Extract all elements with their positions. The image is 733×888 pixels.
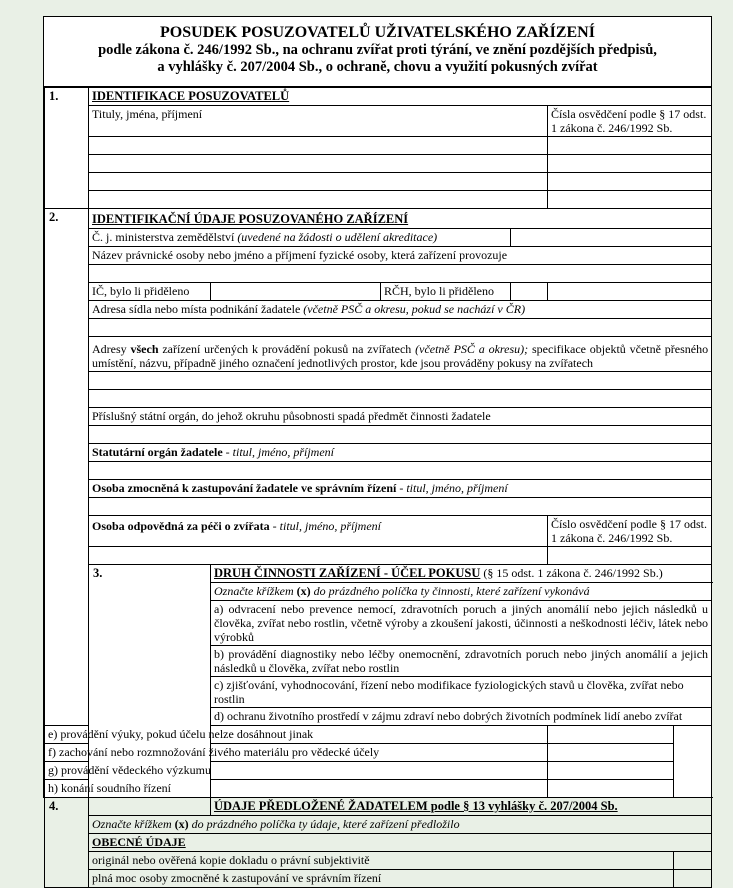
document-item-2: plná moc osoby zmocněné k zastupování ve správním řízení (89, 870, 674, 888)
activity-item-g: g) provádění vědeckého výzkumu (45, 762, 548, 780)
assessor-cert-field[interactable] (548, 137, 712, 155)
cj-field[interactable] (511, 229, 712, 247)
section-1-number: 1. (45, 88, 89, 209)
activity-item-d: d) ochranu životního prostředí v zájmu zdraví nebo dobrých životních podmínek lidí anebo zvířat (211, 708, 712, 726)
general-data-heading: OBECNÉ ÚDAJE (89, 834, 712, 852)
activity-item-e: e) provádění výuky, pokud účelu nelze dosáhnout jinak (45, 726, 548, 744)
form-sheet (43, 16, 712, 885)
activity-checkbox-f[interactable] (548, 744, 674, 762)
activity-checkbox-h[interactable] (548, 780, 674, 798)
activity-checkbox-g[interactable] (548, 762, 674, 780)
animal-care-cert-label: Číslo osvědčení podle § 17 odst. 1 zákona č. 246/1992 Sb. (548, 516, 712, 547)
animal-care-person-field[interactable] (89, 547, 548, 565)
facility-addresses-label: Adresy všech zařízení určených k provádění pokusů na zvířatech (včetně PSČ a okresu); specifikace objektů včetně přesného umístění, názvu, případně jiného označení jednotlivých prostor, kde jsou prováděny pokusy na zvířatech (89, 337, 712, 372)
certificate-header: Čísla osvědčení podle § 17 odst. 1 zákona č. 246/1992 Sb. (548, 106, 712, 137)
facility-addresses-field[interactable] (89, 390, 712, 408)
activity-item-c: c) zjišťování, vyhodnocování, řízení nebo modifikace fyziologických stavů u člověka, zvířat nebo rostlin (211, 677, 712, 708)
assessor-name-field[interactable] (89, 137, 548, 155)
rch-field[interactable] (511, 283, 548, 301)
statutory-body-field[interactable] (89, 462, 712, 480)
blank-cell (548, 283, 712, 301)
document-checkbox-2[interactable] (674, 870, 712, 888)
document-item-1: originál nebo ověřená kopie dokladu o právní subjektivitě (89, 852, 674, 870)
address-label: Adresa sídla nebo místa podnikání žadatele (včetně PSČ a okresu, pokud se nachází v ČR) (89, 301, 712, 319)
form-subtitle-1: podle zákona č. 246/1992 Sb., na ochranu zvířat proti týrání, ve znění pozdějších předpisů, (98, 42, 657, 58)
authorized-person-label: Osoba zmocněná k zastupování žadatele ve správním řízení - titul, jméno, příjmení (89, 480, 712, 498)
cj-label: Č. j. ministerstva zemědělství (uvedené na žádosti o udělení akreditace) (89, 229, 511, 247)
rch-label: RČH, bylo li přiděleno (381, 283, 511, 301)
document-checkbox-1[interactable] (674, 852, 712, 870)
operator-name-label: Název právnické osoby nebo jméno a příjmení fyzické osoby, která zařízení provozuje (89, 247, 712, 265)
ic-label: IČ, bylo li přiděleno (89, 283, 211, 301)
ic-field[interactable] (211, 283, 381, 301)
activity-item-h: h) konání soudního řízení (45, 780, 548, 798)
operator-name-field[interactable] (89, 265, 712, 283)
section-3-number: 3. (89, 565, 211, 816)
state-authority-label: Příslušný státní orgán, do jehož okruhu působnosti spadá předmět činnosti žadatele (89, 408, 712, 426)
activity-item-b: b) provádění diagnostiky nebo léčby onemocnění, zdravotních poruch nebo jiných anomálií a jejich následků u člověka, zvířat nebo rostlin (211, 646, 712, 677)
statutory-body-label: Statutární orgán žadatele - titul, jméno, příjmení (89, 444, 712, 462)
animal-care-person-label: Osoba odpovědná za péči o zvířata - titul, jméno, příjmení (89, 516, 548, 547)
section-2-number: 2. (45, 209, 89, 726)
section-3-instruction: Označte křížkem (x) do prázdného políčka ty činnosti, které zařízení vykonává (211, 583, 712, 601)
assessor-cert-field[interactable] (548, 155, 712, 173)
activity-item-a: a) odvracení nebo prevence nemocí, zdravotních poruch a jiných anomálií nebo jejich následků u člověka, zvířat nebo rostlin, včetně výroby a zkoušení jakosti, účinnosti a neškodnosti léčiv, látek nebo výrobků (211, 601, 712, 646)
names-header: Tituly, jména, příjmení (89, 106, 548, 137)
form-subtitle-2: a vyhlášky č. 207/2004 Sb., o ochraně, chovu a využití pokusných zvířat (157, 59, 598, 75)
animal-care-cert-field[interactable] (548, 547, 712, 565)
address-field[interactable] (89, 319, 712, 337)
activity-item-f: f) zachování nebo rozmnožování živého materiálu pro vědecké účely (45, 744, 548, 762)
state-authority-field[interactable] (89, 426, 712, 444)
assessor-name-field[interactable] (89, 191, 548, 209)
section-3-title: DRUH ČINNOSTI ZAŘÍZENÍ - ÚČEL POKUSU (§ 15 odst. 1 zákona č. 246/1992 Sb.) (211, 565, 712, 583)
section-1-title: IDENTIFIKACE POSUZOVATELŮ (89, 88, 712, 106)
facility-addresses-field[interactable] (89, 372, 712, 390)
section-4-number: 4. (45, 798, 89, 888)
assessor-cert-field[interactable] (548, 173, 712, 191)
section-4-instruction: Označte křížkem (x) do prázdného políčka ty údaje, které zařízení předložilo (89, 816, 712, 834)
assessor-name-field[interactable] (89, 155, 548, 173)
assessor-cert-field[interactable] (548, 191, 712, 209)
form-title: POSUDEK POSUZOVATELŮ UŽIVATELSKÉHO ZAŘÍZENÍ (160, 24, 595, 41)
assessor-name-field[interactable] (89, 173, 548, 191)
form-table (44, 87, 712, 888)
authorized-person-field[interactable] (89, 498, 712, 516)
form-header (44, 17, 711, 87)
activity-checkbox-e[interactable] (548, 726, 674, 744)
section-4-title: ÚDAJE PŘEDLOŽENÉ ŽADATELEM podle § 13 vyhlášky č. 207/2004 Sb. (211, 798, 712, 816)
section-2-title: IDENTIFIKAČNÍ ÚDAJE POSUZOVANÉHO ZAŘÍZENÍ (89, 209, 712, 229)
